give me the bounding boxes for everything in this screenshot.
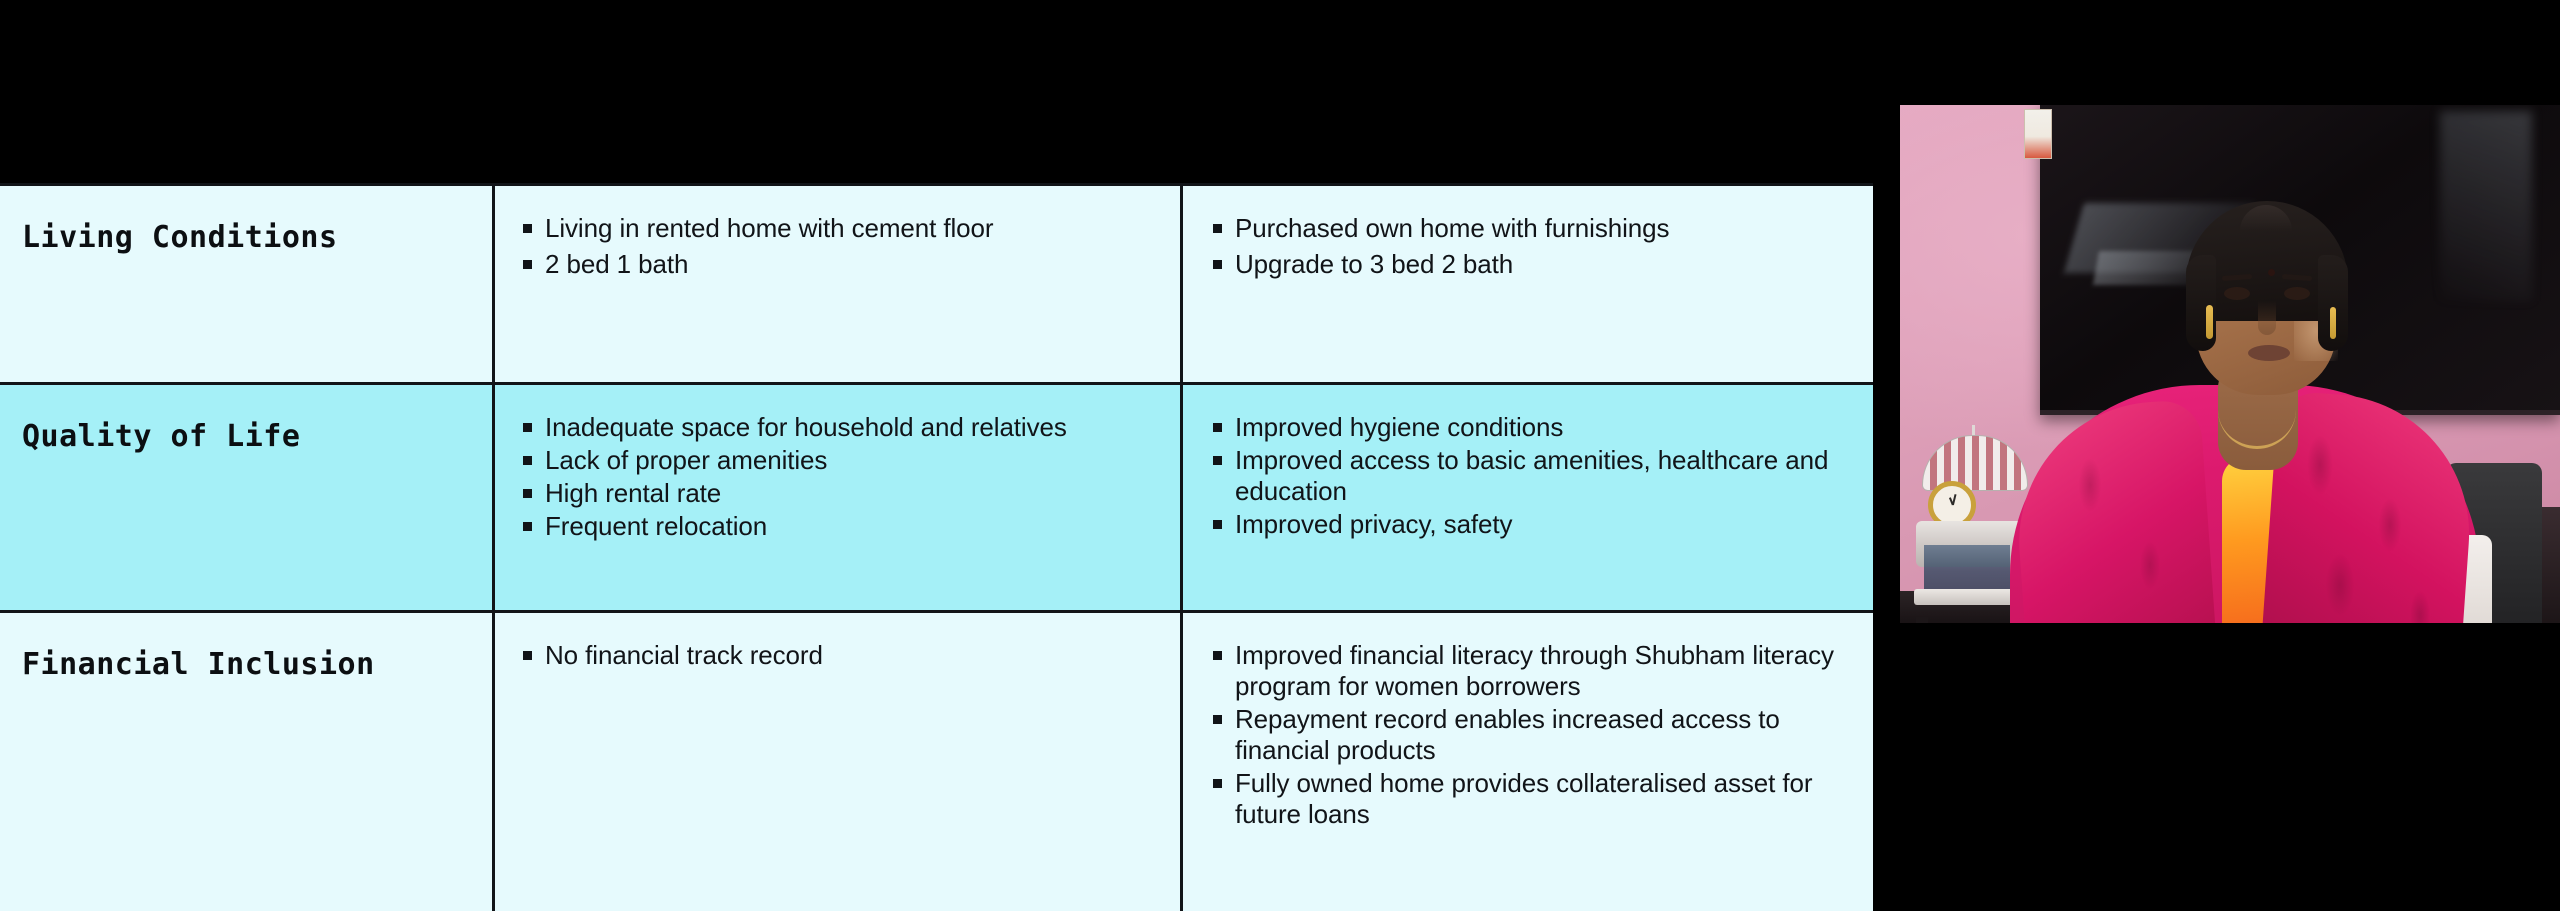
list-item [1213, 768, 1849, 830]
participant-person [1900, 105, 2560, 623]
eye [2224, 287, 2250, 300]
row-label-cell [0, 613, 495, 911]
row-label: Financial Inclusion [22, 647, 375, 683]
square-bullet-icon [523, 224, 532, 233]
saree-pattern [2050, 435, 2200, 623]
square-bullet-icon [1213, 779, 1222, 788]
list-item [523, 445, 1154, 476]
list-item [1213, 445, 1849, 507]
after-cell [1183, 186, 1873, 382]
list-item [523, 412, 1154, 443]
earring [2330, 307, 2336, 339]
row-label-cell [0, 186, 495, 382]
list-item [1213, 412, 1849, 443]
video-participant-tile[interactable] [1900, 105, 2560, 623]
list-item [1213, 704, 1849, 766]
square-bullet-icon [523, 651, 532, 660]
bullet-text: Purchased own home with furnishings [1235, 213, 1670, 243]
list-item [1213, 640, 1849, 702]
square-bullet-icon [523, 489, 532, 498]
table-row [0, 186, 1873, 385]
bullet-text: Improved access to basic amenities, healthcare and education [1235, 445, 1829, 507]
list-item [523, 249, 1154, 280]
list-item [1213, 509, 1849, 540]
bullet-text: Improved financial literacy through Shubham literacy program for women borrowers [1235, 640, 1834, 702]
before-cell [495, 613, 1183, 911]
square-bullet-icon [1213, 423, 1222, 432]
bullet-text: Lack of proper amenities [545, 445, 828, 476]
square-bullet-icon [523, 423, 532, 432]
square-bullet-icon [1213, 260, 1222, 269]
list-item [523, 213, 1154, 244]
row-label: Living Conditions [22, 220, 338, 255]
square-bullet-icon [1213, 651, 1222, 660]
square-bullet-icon [523, 522, 532, 531]
table-row [0, 385, 1873, 613]
bullet-text: Improved hygiene conditions [1235, 412, 1564, 443]
after-bullet-list [1213, 213, 1849, 280]
after-bullet-list [1213, 412, 1849, 540]
bindi [2268, 269, 2275, 276]
comparison-table [0, 183, 1873, 911]
before-cell [495, 385, 1183, 610]
list-item [523, 640, 1154, 671]
before-cell [495, 186, 1183, 382]
square-bullet-icon [523, 456, 532, 465]
list-item [1213, 249, 1849, 280]
bullet-text: High rental rate [545, 478, 722, 509]
table-row [0, 613, 1873, 911]
bullet-text: Living in rented home with cement floor [545, 213, 994, 243]
square-bullet-icon [523, 260, 532, 269]
after-bullet-list [1213, 640, 1849, 830]
list-item [523, 511, 1154, 542]
mouth [2248, 345, 2290, 361]
bullet-text: Upgrade to 3 bed 2 bath [1235, 249, 1514, 279]
list-item [1213, 213, 1849, 244]
after-cell [1183, 613, 1873, 911]
square-bullet-icon [1213, 224, 1222, 233]
bullet-text: Improved privacy, safety [1235, 509, 1513, 540]
eye [2284, 287, 2310, 300]
earring [2206, 305, 2213, 339]
bullet-text: Repayment record enables increased access to financial products [1235, 704, 1780, 766]
before-bullet-list [523, 640, 1154, 671]
row-label-cell [0, 385, 495, 610]
square-bullet-icon [1213, 715, 1222, 724]
square-bullet-icon [1213, 520, 1222, 529]
bullet-text: Fully owned home provides collateralised asset for future loans [1235, 768, 1813, 830]
bullet-text: 2 bed 1 bath [545, 249, 689, 279]
before-bullet-list [523, 412, 1154, 542]
bullet-text: Frequent relocation [545, 511, 768, 542]
after-cell [1183, 385, 1873, 610]
list-item [523, 478, 1154, 509]
nose [2258, 301, 2276, 335]
bullet-text: No financial track record [545, 640, 823, 671]
bullet-text: Inadequate space for household and relatives [545, 412, 1067, 443]
row-label: Quality of Life [22, 419, 301, 455]
before-bullet-list [523, 213, 1154, 280]
square-bullet-icon [1213, 456, 1222, 465]
saree-pattern [2280, 425, 2460, 623]
